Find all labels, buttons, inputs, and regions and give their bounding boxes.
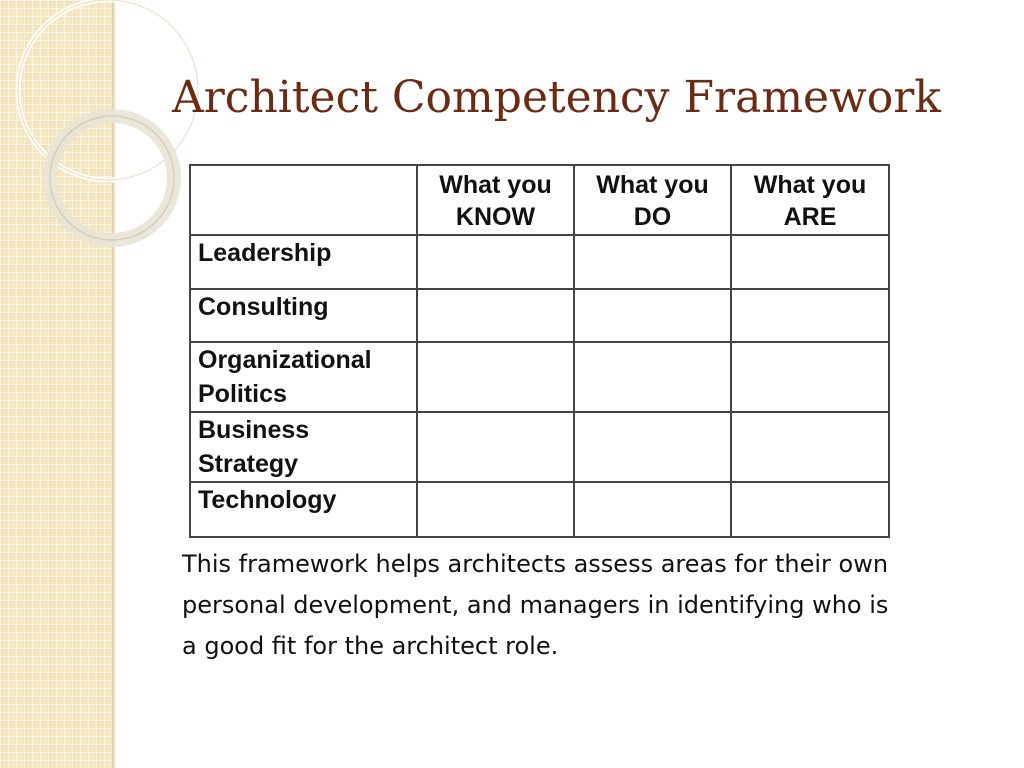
table-cell <box>417 482 574 537</box>
table-header-cell: What you DO <box>574 165 731 235</box>
table-cell <box>574 412 731 482</box>
table-cell <box>731 412 889 482</box>
table-header-cell <box>190 165 417 235</box>
competency-table <box>189 164 890 538</box>
row-label: Consulting <box>190 289 417 342</box>
slide-title: Architect Competency Framework <box>172 72 941 123</box>
row-label: Business Strategy <box>190 412 417 482</box>
table-row <box>190 235 889 289</box>
table-cell <box>731 289 889 342</box>
decorative-side-band <box>0 0 112 768</box>
framework-description: This framework helps architects assess areas for their own personal development, and managers in identifying who is a good fit for the architect role. <box>182 550 889 660</box>
table-cell <box>731 235 889 289</box>
table-header-cell: What you KNOW <box>417 165 574 235</box>
side-band-edge <box>112 0 116 768</box>
table-header-row <box>190 165 889 235</box>
row-label: Leadership <box>190 235 417 289</box>
table-cell <box>417 289 574 342</box>
table-cell <box>574 289 731 342</box>
table-row <box>190 289 889 342</box>
table-cell <box>731 482 889 537</box>
table-cell <box>574 235 731 289</box>
table-cell <box>731 342 889 412</box>
table-row <box>190 482 889 537</box>
row-label: Technology <box>190 482 417 537</box>
table-row <box>190 342 889 412</box>
table-cell <box>574 342 731 412</box>
table-cell <box>417 412 574 482</box>
table-cell <box>574 482 731 537</box>
table-header-cell: What you ARE <box>731 165 889 235</box>
table-cell <box>417 235 574 289</box>
row-label: Organizational Politics <box>190 342 417 412</box>
table-cell <box>417 342 574 412</box>
table-row <box>190 412 889 482</box>
